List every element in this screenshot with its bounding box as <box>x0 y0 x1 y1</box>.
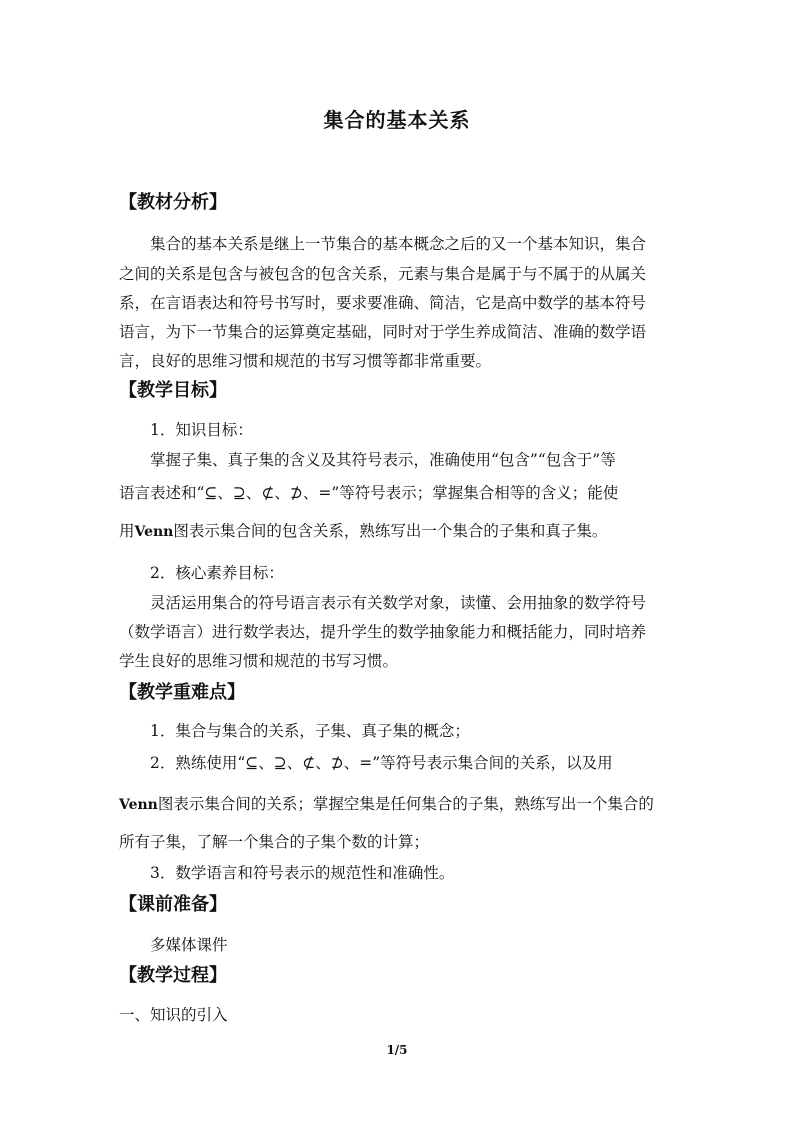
goals-item1-line-3-suffix: 图表示集合间的包含关系，熟练写出一个集合的子集和真子集。 <box>173 522 608 540</box>
page-number: 1/5 <box>386 1043 408 1057</box>
analysis-line-4: 语言，为下一节集合的运算奠定基础，同时对于学生养成简洁、准确的数学语 <box>119 323 647 341</box>
key-points-line-1: 1．集合与集合的关系，子集、真子集的概念； <box>150 722 470 740</box>
analysis-line-2: 之间的关系是包含与被包含的包含关系，元素与集合是属于与不属于的从属关 <box>119 265 647 283</box>
key-points-line-5: 3．数学语言和符号表示的规范性和准确性。 <box>150 864 455 882</box>
document-title: 集合的基本关系 <box>323 108 471 132</box>
goals-item1-title: 1．知识目标： <box>150 421 253 439</box>
venn-label: Venn <box>134 524 174 540</box>
analysis-line-1 <box>150 232 667 254</box>
preparation-text: 多媒体课件 <box>150 936 228 954</box>
goals-item2-title: 2．核心素养目标： <box>150 564 284 582</box>
goals-item1-line-3 <box>119 519 607 541</box>
section-heading-key-points: 【教学重难点】 <box>119 682 245 703</box>
key-points-line-3-text: 图表示集合间的关系；掌握空集是任何集合的子集，熟练写出一个集合的 <box>157 795 654 813</box>
key-points-line-3 <box>119 792 654 814</box>
section-heading-process: 【教学过程】 <box>119 965 227 986</box>
goals-item2-line-2: （数学语言）进行数学表达，提升学生的数学抽象能力和概括能力，同时培养 <box>119 623 647 641</box>
analysis-line-5: 言，良好的思维习惯和规范的书写习惯等都非常重要。 <box>119 352 492 370</box>
section-heading-goals: 【教学目标】 <box>119 380 227 401</box>
key-points-line-2: 2．熟练使用“⊆、⊇、⊄、⊅、=”等符号表示集合间的关系，以及用 <box>150 754 613 772</box>
section-heading-preparation: 【课前准备】 <box>119 894 227 915</box>
analysis-line-3: 系，在言语表达和符号书写时，要求要准确、简洁，它是高中数学的基本符号 <box>119 294 647 312</box>
goals-item1-line-3-prefix: 用 <box>119 522 135 540</box>
goals-item2-line-3: 学生良好的思维习惯和规范的书写习惯。 <box>119 652 399 670</box>
section-heading-analysis: 【教材分析】 <box>119 192 227 213</box>
goals-item2-line-1: 灵活运用集合的符号语言表示有关数学对象，读懂、会用抽象的数学符号 <box>150 594 647 612</box>
analysis-line-1-text: 集合的基本关系是继上一节集合的基本概念之后的又一个基本知识，集合 <box>150 235 647 253</box>
process-text: 一、知识的引入 <box>119 1006 228 1024</box>
goals-item1-line-1: 掌握子集、真子集的含义及其符号表示，准确使用“包含”“包含于”等 <box>150 451 616 469</box>
goals-item1-line-2: 语言表述和“⊆、⊇、⊄、⊅、=”等符号表示；掌握集合相等的含义；能使 <box>119 484 619 502</box>
key-points-line-4: 所有子集，了解一个集合的子集个数的计算； <box>119 833 430 851</box>
venn-label: Venn <box>119 797 158 813</box>
